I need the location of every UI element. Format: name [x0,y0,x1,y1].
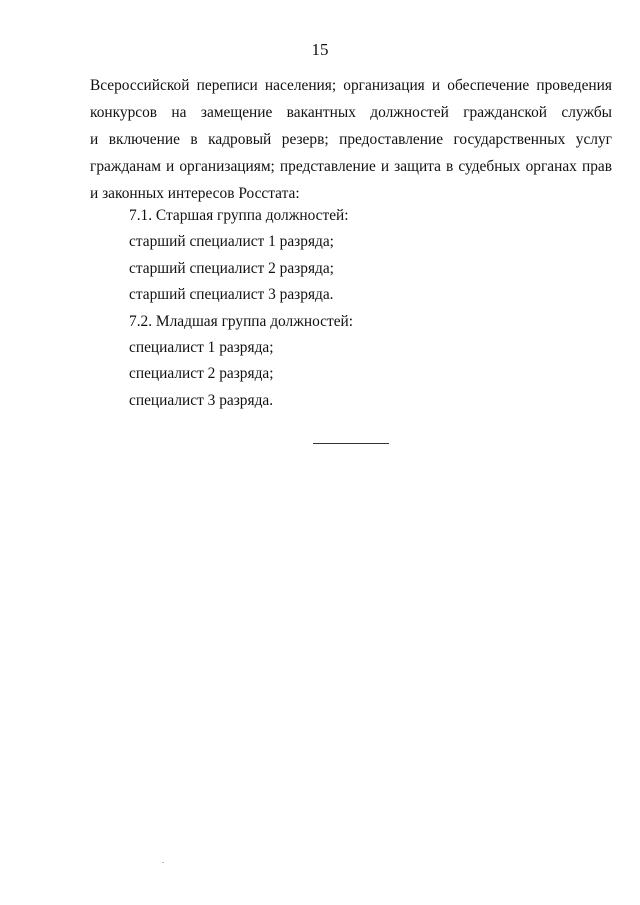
paragraph-line: конкурсов на замещение вакантных должностей гражданской службы [90,104,612,121]
list-item: старший специалист 1 разряда; [129,233,334,251]
body-paragraph [90,72,612,207]
end-divider [313,443,389,444]
page-number: 15 [311,40,329,59]
paragraph-line: и законных интересов Росстата: [90,185,300,202]
list-item: специалист 1 разряда; [129,339,274,357]
group-heading-senior: 7.1. Старшая группа должностей: [129,207,349,224]
paragraph-line: и включение в кадровый резерв; предоставление государственных услуг [90,131,612,148]
paragraph-line: Всероссийской переписи населения; организация и обеспечение проведения [90,77,612,94]
list-item: специалист 3 разряда. [129,391,274,409]
list-item: старший специалист 3 разряда. [129,286,334,304]
list-item: старший специалист 2 разряда; [129,259,334,277]
scan-speck [162,862,164,863]
paragraph-line: гражданам и организациям; представление и защита в судебных органах прав [90,158,612,175]
group-heading-junior: 7.2. Младшая группа должностей: [129,312,354,330]
position-list [129,203,353,414]
list-item: специалист 2 разряда; [129,365,274,383]
